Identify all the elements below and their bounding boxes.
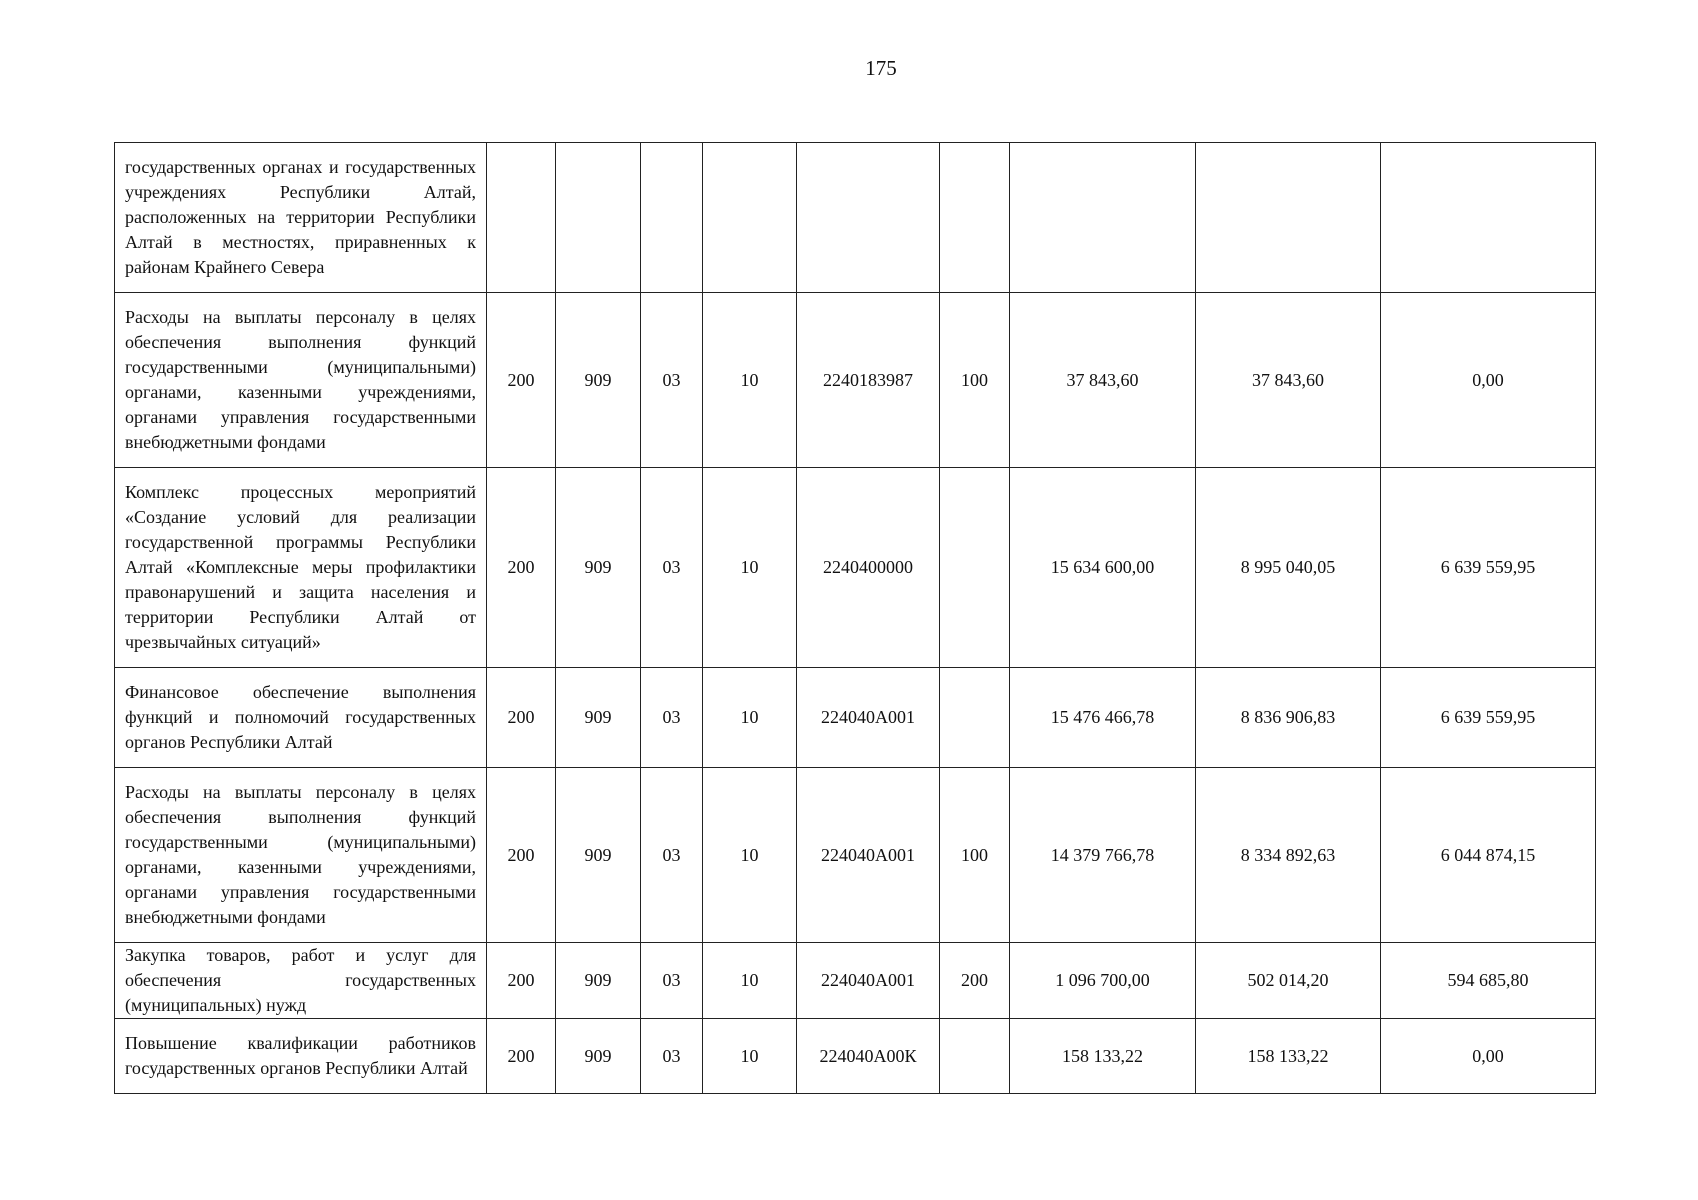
remaining-amount-cell	[1381, 143, 1596, 293]
budget-code-cell: 200	[487, 468, 556, 668]
table-row	[115, 668, 1596, 768]
expense-type-cell	[940, 143, 1010, 293]
table-row	[115, 1019, 1596, 1094]
remaining-amount-cell: 0,00	[1381, 1019, 1596, 1094]
section-cell: 03	[641, 1019, 703, 1094]
remaining-amount-cell: 6 639 559,95	[1381, 668, 1596, 768]
planned-amount-cell: 15 476 466,78	[1010, 668, 1196, 768]
executed-amount-cell: 8 836 906,83	[1196, 668, 1381, 768]
description-cell: Финансовое обеспечение выполнения функций и полномочий государственных органов Республики Алтай	[115, 668, 487, 768]
ministry-code-cell	[556, 143, 641, 293]
page-number: 175	[865, 56, 897, 80]
subsection-cell: 10	[703, 768, 797, 943]
planned-amount-cell: 158 133,22	[1010, 1019, 1196, 1094]
target-article-cell: 224040А001	[797, 768, 940, 943]
remaining-amount-cell: 6 639 559,95	[1381, 468, 1596, 668]
section-cell	[641, 143, 703, 293]
executed-amount-cell: 8 334 892,63	[1196, 768, 1381, 943]
ministry-code-cell: 909	[556, 768, 641, 943]
remaining-amount-cell: 6 044 874,15	[1381, 768, 1596, 943]
subsection-cell: 10	[703, 468, 797, 668]
subsection-cell: 10	[703, 1019, 797, 1094]
description-cell: Повышение квалификации работников государственных органов Республики Алтай	[115, 1019, 487, 1094]
planned-amount-cell: 37 843,60	[1010, 293, 1196, 468]
description-cell: Расходы на выплаты персоналу в целях обеспечения выполнения функций государственными (муниципальными) органами, казенными учреждениями, органами управления государственными внебюджетными фондами	[115, 293, 487, 468]
expense-type-cell	[940, 1019, 1010, 1094]
target-article-cell: 224040А001	[797, 668, 940, 768]
budget-code-cell: 200	[487, 943, 556, 1019]
target-article-cell: 2240400000	[797, 468, 940, 668]
expense-type-cell: 100	[940, 768, 1010, 943]
executed-amount-cell: 8 995 040,05	[1196, 468, 1381, 668]
description-cell: Закупка товаров, работ и услуг для обеспечения государственных (муниципальных) нужд	[115, 943, 487, 1019]
section-cell: 03	[641, 468, 703, 668]
expense-type-cell: 100	[940, 293, 1010, 468]
section-cell: 03	[641, 768, 703, 943]
section-cell: 03	[641, 293, 703, 468]
executed-amount-cell	[1196, 143, 1381, 293]
subsection-cell: 10	[703, 943, 797, 1019]
expense-type-cell: 200	[940, 943, 1010, 1019]
planned-amount-cell: 14 379 766,78	[1010, 768, 1196, 943]
planned-amount-cell: 15 634 600,00	[1010, 468, 1196, 668]
budget-code-cell: 200	[487, 668, 556, 768]
ministry-code-cell: 909	[556, 468, 641, 668]
remaining-amount-cell: 594 685,80	[1381, 943, 1596, 1019]
target-article-cell: 224040А00К	[797, 1019, 940, 1094]
planned-amount-cell: 1 096 700,00	[1010, 943, 1196, 1019]
description-cell: государственных органах и государственных учреждениях Республики Алтай, расположенных на территории Республики Алтай в местностях, приравненных к районам Крайнего Севера	[115, 143, 487, 293]
target-article-cell: 2240183987	[797, 293, 940, 468]
budget-code-cell: 200	[487, 768, 556, 943]
ministry-code-cell: 909	[556, 668, 641, 768]
executed-amount-cell: 158 133,22	[1196, 1019, 1381, 1094]
subsection-cell	[703, 143, 797, 293]
ministry-code-cell: 909	[556, 293, 641, 468]
expense-type-cell	[940, 468, 1010, 668]
budget-code-cell: 200	[487, 1019, 556, 1094]
section-cell: 03	[641, 943, 703, 1019]
ministry-code-cell: 909	[556, 1019, 641, 1094]
table-row	[115, 768, 1596, 943]
target-article-cell: 224040А001	[797, 943, 940, 1019]
expense-type-cell	[940, 668, 1010, 768]
budget-code-cell	[487, 143, 556, 293]
remaining-amount-cell: 0,00	[1381, 293, 1596, 468]
table-row	[115, 293, 1596, 468]
ministry-code-cell: 909	[556, 943, 641, 1019]
subsection-cell: 10	[703, 293, 797, 468]
executed-amount-cell: 37 843,60	[1196, 293, 1381, 468]
table-row	[115, 468, 1596, 668]
subsection-cell: 10	[703, 668, 797, 768]
table-row	[115, 943, 1596, 1019]
budget-code-cell: 200	[487, 293, 556, 468]
description-cell: Расходы на выплаты персоналу в целях обеспечения выполнения функций государственными (муниципальными) органами, казенными учреждениями, органами управления государственными внебюджетными фондами	[115, 768, 487, 943]
planned-amount-cell	[1010, 143, 1196, 293]
section-cell: 03	[641, 668, 703, 768]
table-row	[115, 143, 1596, 293]
executed-amount-cell: 502 014,20	[1196, 943, 1381, 1019]
budget-table	[114, 142, 1596, 1094]
description-cell: Комплекс процессных мероприятий «Создание условий для реализации государственной программы Республики Алтай «Комплексные меры профилактики правонарушений и защита населения и территории Республики Алтай от чрезвычайных ситуаций»	[115, 468, 487, 668]
target-article-cell	[797, 143, 940, 293]
